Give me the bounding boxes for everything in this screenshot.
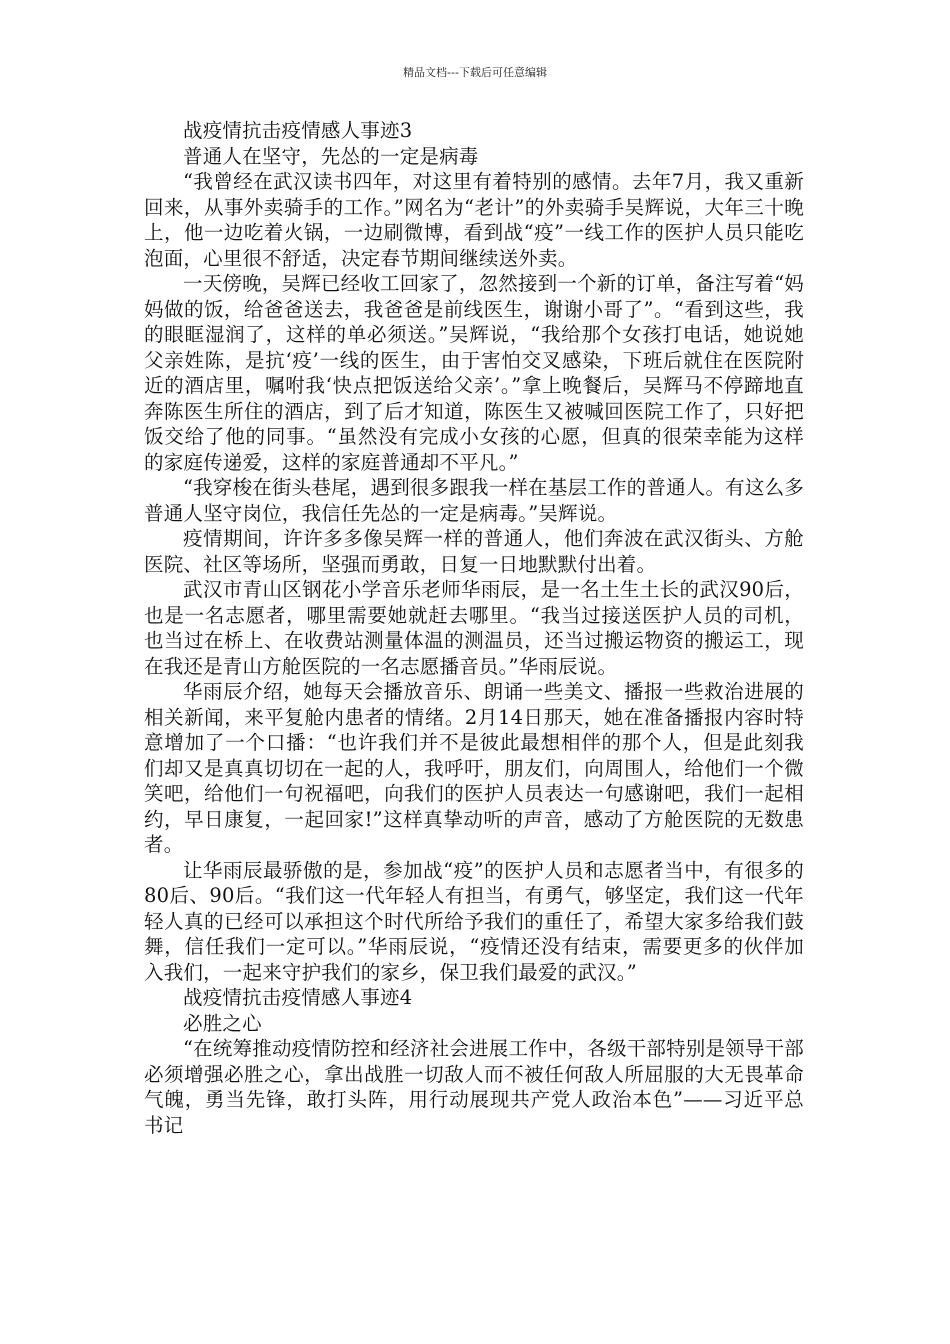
paragraph: 让华雨辰最骄傲的是，参加战“疫”的医护人员和志愿者当中，有很多的80后、90后。“我们这一代年轻人有担当，有勇气，够坚定，我们这一代年轻人真的已经可以承担这个时代所给予我们的重任了，希望大家多给我们鼓舞，信任我们一定可以。”华雨辰说，“疫情还没有结束，需要更多的伙伴加入我们，一起来守护我们的家乡，保卫我们最爱的武汉。” (144, 858, 804, 984)
paragraph: 一天傍晚，吴辉已经收工回家了，忽然接到一个新的订单，备注写着“妈妈做的饭，给爸爸送去，我爸爸是前线医生，谢谢小哥了”。“看到这些，我的眼眶湿润了，这样的单必须送。”吴辉说，“我给那个女孩打电话，她说她父亲姓陈，是抗‘疫’一线的医生，由于害怕交叉感染，下班后就住在医院附近的酒店里，嘱咐我‘快点把饭送给父亲’。”拿上晚餐后，吴辉马不停蹄地直奔陈医生所住的酒店，到了后才知道，陈医生又被喊回医院工作了，只好把饭交给了他的同事。“虽然没有完成小女孩的心愿，但真的很荣幸能为这样的家庭传递爱，这样的家庭普通却不平凡。” (144, 272, 804, 474)
paragraph: “在统筹推动疫情防控和经济社会进展工作中，各级干部特别是领导干部必须增强必胜之心，拿出战胜一切敌人而不被任何敌人所屈服的大无畏革命气魄，勇当先锋，敢打头阵，用行动展现共产党人政治本色”——习近平总书记 (144, 1037, 804, 1137)
section-title-3: 战疫情抗击疫情感人事迹3 (183, 119, 413, 142)
paragraph: “我穿梭在街头巷尾，遇到很多跟我一样在基层工作的普通人。有这么多普通人坚守岗位，我信任先怂的一定是病毒。”吴辉说。 (144, 476, 804, 525)
paragraph: 疫情期间，许许多多像吴辉一样的普通人，他们奔波在武汉街头、方舱医院、社区等场所，坚强而勇敢，日复一日地默默付出着。 (144, 527, 804, 576)
paragraph: 华雨辰介绍，她每天会播放音乐、朗诵一些美文、播报一些救治进展的相关新闻，来平复舱内患者的情绪。2月14日那天，她在准备播报内容时特意增加了一个口播：“也许我们并不是彼此最想相伴的那个人，但是此刻我们却又是真真切切在一起的人，我呼吁，朋友们，向周围人，给他们一个微笑吧，给他们一句祝福吧，向我们的医护人员表达一句感谢吧，我们一起相约，早日康复，一起回家!”这样真挚动听的声音，感动了方舱医院的无数患者。 (144, 680, 804, 856)
page-header: 精品文档---下载后可任意编辑 (403, 66, 547, 79)
paragraph: “我曾经在武汉读书四年，对这里有着特别的感情。去年7月，我又重新回来，从事外卖骑手的工作。”网名为“老计”的外卖骑手吴辉说，大年三十晚上，他一边吃着火锅，一边刷微博，看到战“疫”一线工作的医护人员只能吃泡面，心里很不舒适，决定春节期间继续送外卖。 (144, 170, 804, 270)
subtitle-ordinary-people: 普通人在坚守，先怂的一定是病毒 (183, 144, 479, 168)
section-title-4: 战疫情抗击疫情感人事迹4 (183, 986, 413, 1009)
subtitle-confidence: 必胜之心 (183, 1011, 262, 1035)
document-body (144, 118, 804, 1138)
paragraph: 武汉市青山区钢花小学音乐老师华雨辰，是一名土生土长的武汉90后，也是一名志愿者，哪里需要她就赶去哪里。“我当过接送医护人员的司机，也当过在桥上、在收费站测量体温的测温员，还当过搬运物资的搬运工，现在我还是青山方舱医院的一名志愿播音员。”华雨辰说。 (144, 578, 804, 678)
